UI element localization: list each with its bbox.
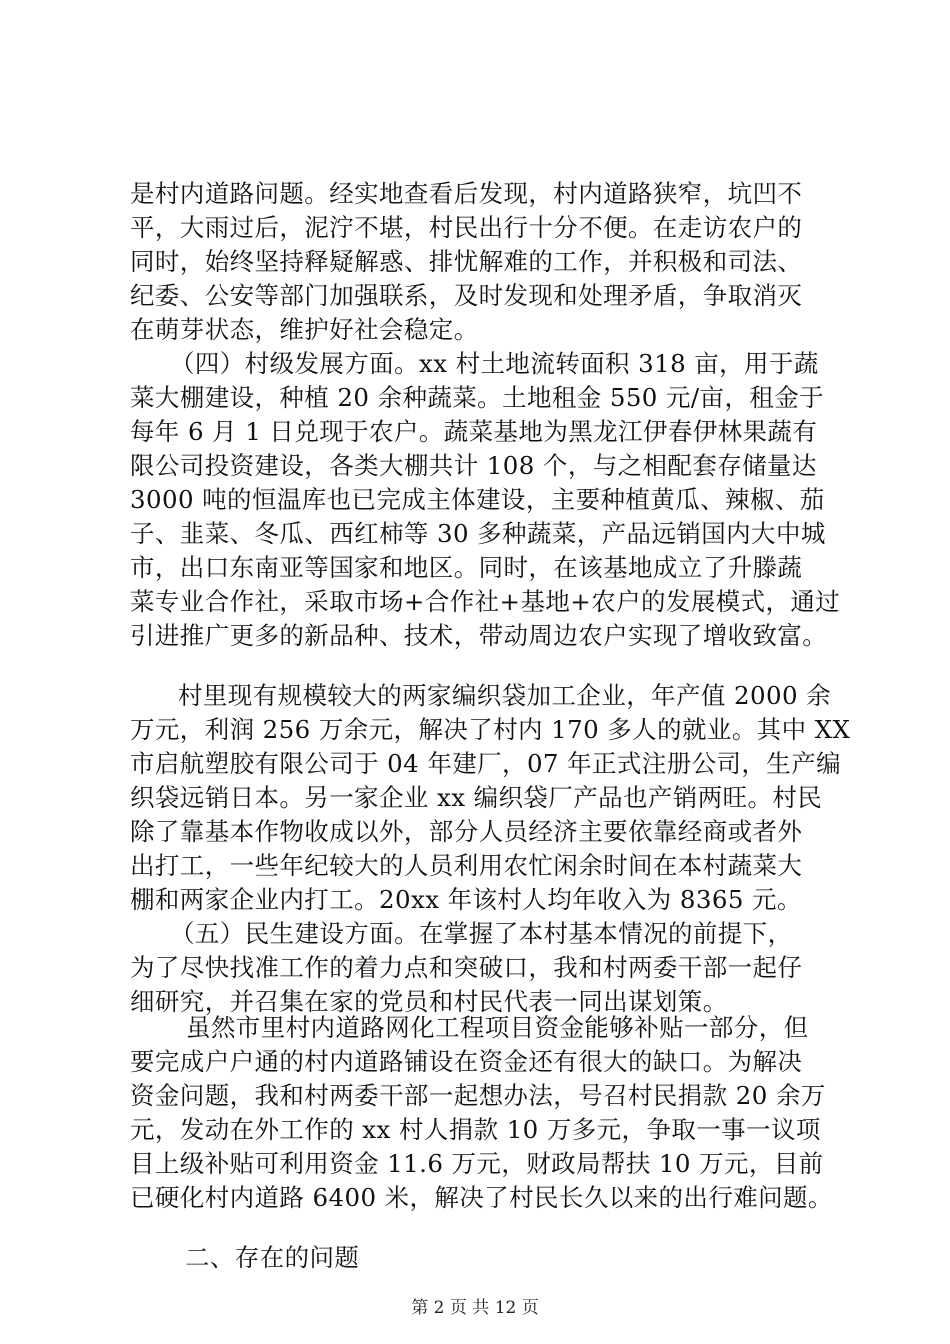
text-line: 织袋远销日本。另一家企业 xx 编织袋厂产品也产销两旺。村民 — [130, 783, 823, 812]
text-line: 同时，始终坚持释疑解惑、排忧解难的工作，并积极和司法、 — [130, 247, 803, 276]
text-line: 万元，利润 256 万余元，解决了村内 170 多人的就业。其中 XX — [130, 715, 851, 744]
text-line: 出打工，一些年纪较大的人员利用农忙闲余时间在本村蔬菜大 — [130, 851, 803, 880]
section-heading: 二、存在的问题 — [185, 1243, 360, 1272]
text-line: 每年 6 月 1 日兑现于农户。蔬菜基地为黑龙江伊春伊林果蔬有 — [130, 417, 818, 446]
text-line: 引进推广更多的新品种、技术，带动周边农户实现了增收致富。 — [130, 621, 828, 650]
text-line: 村里现有规模较大的两家编织袋加工企业，年产值 2000 余 — [178, 681, 832, 710]
text-line: （五）民生建设方面。在掌握了本村基本情况的前提下， — [170, 919, 793, 948]
text-line: 市启航塑胶有限公司于 04 年建厂，07 年正式注册公司，生产编 — [130, 749, 842, 778]
text-line: 虽然市里村内道路网化工程项目资金能够补贴一部分，但 — [186, 1013, 809, 1042]
text-line: （四）村级发展方面。xx 村土地流转面积 318 亩，用于蔬 — [170, 349, 819, 378]
text-line: 3000 吨的恒温库也已完成主体建设，主要种植黄瓜、辣椒、茄 — [130, 485, 825, 514]
text-line: 为了尽快找准工作的着力点和突破口，我和村两委干部一起仔 — [130, 953, 803, 982]
text-line: 要完成户户通的村内道路铺设在资金还有很大的缺口。为解决 — [130, 1047, 803, 1076]
text-line: 元，发动在外工作的 xx 村人捐款 10 万多元，争取一事一议项 — [130, 1115, 821, 1144]
text-line: 子、韭菜、冬瓜、西红柿等 30 多种蔬菜，产品远销国内大中城 — [130, 519, 826, 548]
page-footer: 第 2 页 共 12 页 — [411, 1298, 539, 1318]
text-line: 棚和两家企业内打工。20xx 年该村人均年收入为 8365 元。 — [130, 885, 802, 914]
text-line: 平，大雨过后，泥泞不堪，村民出行十分不便。在走访农户的 — [130, 213, 803, 242]
text-line: 资金问题，我和村两委干部一起想办法，号召村民捐款 20 余万 — [130, 1081, 826, 1110]
text-line: 菜专业合作社，采取市场+合作社+基地+农户的发展模式，通过 — [130, 587, 841, 616]
text-line: 是村内道路问题。经实地查看后发现，村内道路狭窄，坑凹不 — [130, 179, 803, 208]
text-line: 菜大棚建设，种植 20 余种蔬菜。土地租金 550 元/亩，租金于 — [130, 383, 825, 412]
text-line: 纪委、公安等部门加强联系，及时发现和处理矛盾，争取消灭 — [130, 281, 803, 310]
text-line: 除了靠基本作物收成以外，部分人员经济主要依靠经商或者外 — [130, 817, 803, 846]
text-line: 限公司投资建设，各类大棚共计 108 个，与之相配套存储量达 — [130, 451, 817, 480]
text-line: 细研究，并召集在家的党员和村民代表一同出谋划策。 — [130, 987, 728, 1016]
text-line: 在萌芽状态，维护好社会稳定。 — [130, 315, 479, 344]
text-line: 已硬化村内道路 6400 米，解决了村民长久以来的出行难问题。 — [130, 1183, 833, 1212]
text-line: 市，出口东南亚等国家和地区。同时，在该基地成立了升滕蔬 — [130, 553, 803, 582]
text-line: 目上级补贴可利用资金 11.6 万元，财政局帮扶 10 万元，目前 — [130, 1149, 824, 1178]
